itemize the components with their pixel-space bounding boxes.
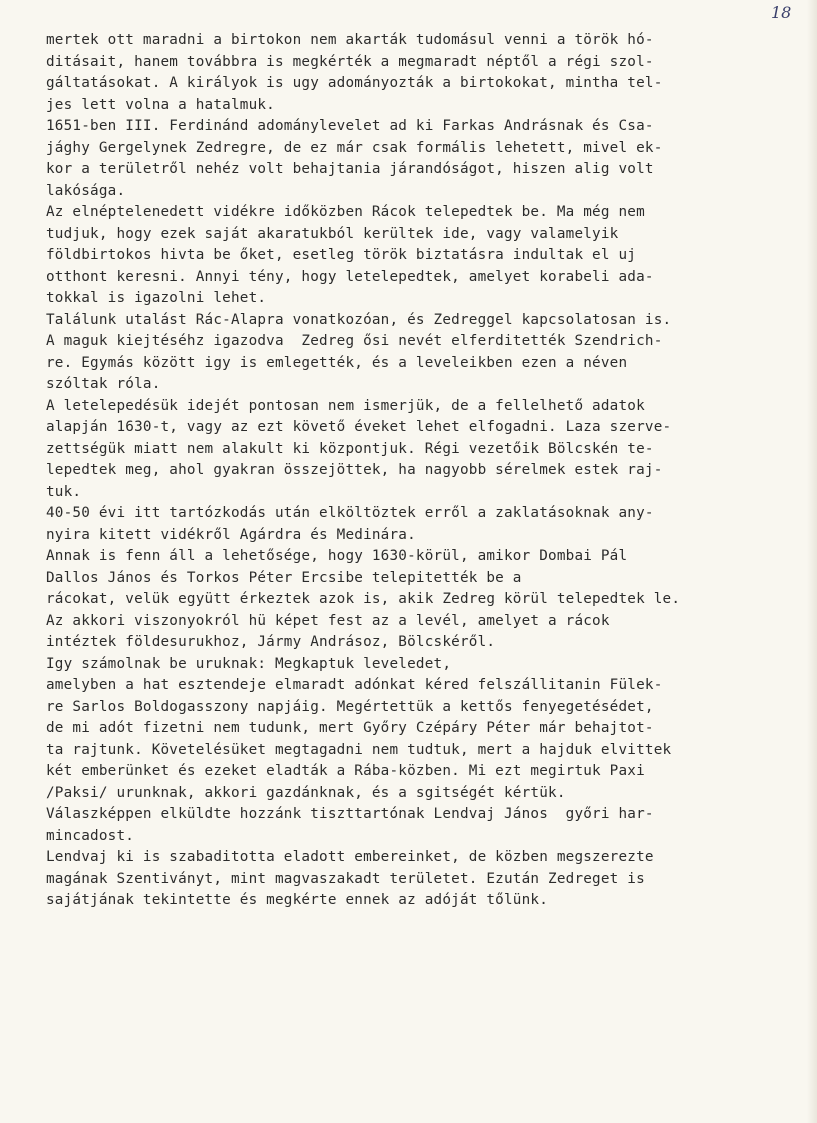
text-line: Találunk utalást Rác-Alapra vonatkozóan, és Zedreggel kapcsolatosan is. xyxy=(46,311,672,328)
text-line: jághy Gergelynek Zedregre, de ez már csak formális lehetett, mivel ek- xyxy=(46,139,663,156)
text-line: mincadost. xyxy=(46,827,135,844)
page-edge-shadow xyxy=(807,0,817,1123)
text-line: Igy számolnak be uruknak: Megkaptuk leveledet, xyxy=(46,655,452,672)
text-line: tuk. xyxy=(46,483,82,500)
text-line: A letelepedésük idejét pontosan nem ismerjük, de a fellelhető adatok xyxy=(46,397,645,414)
text-line: kor a területről nehéz volt behajtania járandóságot, hiszen alig volt xyxy=(46,161,654,177)
typewritten-text xyxy=(46,30,786,912)
text-line: Az elnéptelenedett vidékre időközben Rácok telepedtek be. Ma még nem xyxy=(46,204,645,220)
text-line: ta rajtunk. Követelésüket megtagadni nem tudtuk, mert a hajduk elvittek xyxy=(46,741,672,758)
text-line: Annak is fenn áll a lehetősége, hogy 1630-körül, amikor Dombai Pál xyxy=(46,548,628,564)
text-line: Dallos János és Torkos Péter Ercsibe telepitették be a xyxy=(46,569,522,586)
text-line: intéztek földesurukhoz, Jármy Andrásoz, Bölcskéről. xyxy=(46,634,496,650)
text-line: Az akkori viszonyokról hü képet fest az a levél, amelyet a rácok xyxy=(46,612,610,629)
text-line: tokkal is igazolni lehet. xyxy=(46,290,267,306)
text-line: gáltatásokat. A királyok is ugy adományozták a birtokokat, mintha tel- xyxy=(46,75,663,91)
text-line: amelyben a hat esztendeje elmaradt adónkat kéred felszállitanin Fülek- xyxy=(46,677,663,693)
text-line: otthont keresni. Annyi tény, hogy letelepedtek, amelyet korabeli ada- xyxy=(46,268,654,285)
text-line: magának Szentiványt, mint magvaszakadt területet. Ezután Zedreget is xyxy=(46,870,645,887)
text-line: jes lett volna a hatalmuk. xyxy=(46,96,275,113)
page-number: 18 xyxy=(771,3,792,22)
text-line: re Sarlos Boldogasszony napjáig. Megértettük a kettős fenyegetésédet, xyxy=(46,698,654,715)
text-line: /Paksi/ urunknak, akkori gazdánknak, és a sgitségét kértük. xyxy=(46,784,566,801)
text-line: alapján 1630-t, vagy az ezt követő éveket lehet elfogadni. Laza szerve- xyxy=(46,419,672,435)
text-line: két emberünket és ezeket eladták a Rába-közben. Mi ezt megirtuk Paxi xyxy=(46,763,645,779)
text-line: 1651-ben III. Ferdinánd adománylevelet ad ki Farkas Andrásnak és Csa- xyxy=(46,118,654,134)
text-line: nyira kitett vidékről Agárdra és Medinára. xyxy=(46,526,416,543)
text-line: Válaszképpen elküldte hozzánk tiszttartónak Lendvaj János győri har- xyxy=(46,806,654,822)
text-line: lepedtek meg, ahol gyakran összejöttek, ha nagyobb sérelmek estek raj- xyxy=(46,462,663,478)
text-line: szóltak róla. xyxy=(46,376,161,392)
text-line: sajátjának tekintette és megkérte ennek az adóját tőlünk. xyxy=(46,892,549,908)
text-line: földbirtokos hivta be őket, esetleg török biztatásra indultak el uj xyxy=(46,247,637,263)
text-line: ditásait, hanem továbbra is megkérték a megmaradt néptől a régi szol- xyxy=(46,53,654,70)
text-line: mertek ott maradni a birtokon nem akarták tudomásul venni a török hó- xyxy=(46,32,654,48)
text-line: lakósága. xyxy=(46,182,126,199)
text-line: rácokat, velük együtt érkeztek azok is, akik Zedreg körül telepedtek le. xyxy=(46,591,681,607)
text-line: Lendvaj ki is szabaditotta eladott embereinket, de közben megszerezte xyxy=(46,849,654,865)
text-line: de mi adót fizetni nem tudunk, mert Győry Czépáry Péter már behajtot- xyxy=(46,720,654,736)
text-line: 40-50 évi itt tartózkodás után elköltöztek erről a zaklatásoknak any- xyxy=(46,505,654,521)
text-line: tudjuk, hogy ezek saját akaratukból kerültek ide, vagy valamelyik xyxy=(46,225,619,242)
text-line: re. Egymás között igy is emlegették, és a leveleikben ezen a néven xyxy=(46,354,628,371)
text-line: zettségük miatt nem alakult ki központjuk. Régi vezetőik Bölcskén te- xyxy=(46,440,654,457)
text-line: A maguk kiejtéséhz igazodva Zedreg ősi nevét elferditették Szendrich- xyxy=(46,333,663,349)
